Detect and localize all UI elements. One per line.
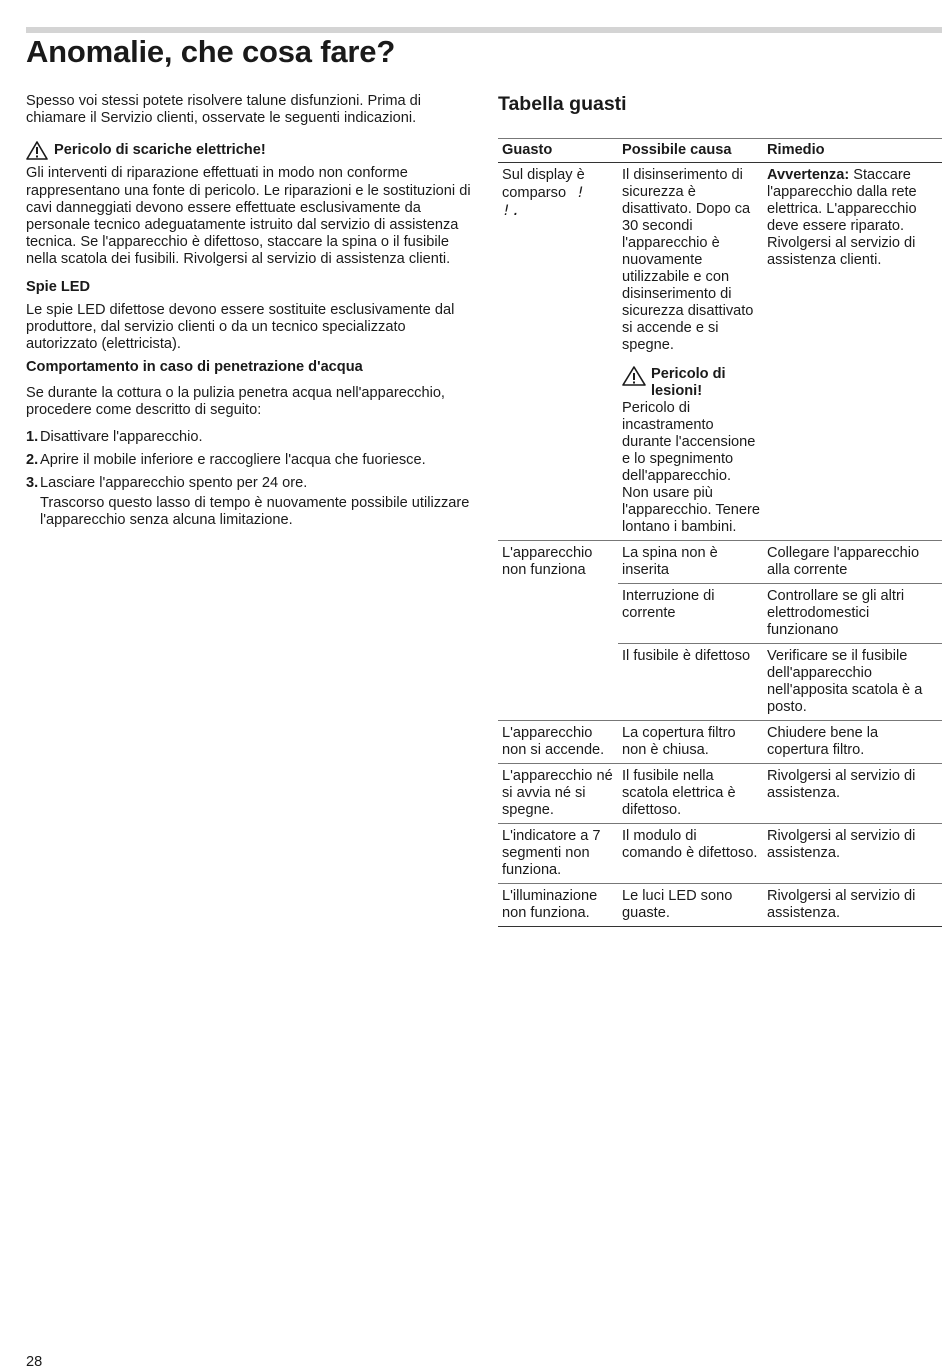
cause-cell: La spina non è inserita [618,541,763,584]
page-number: 28 [26,1354,43,1370]
water-text: Se durante la cottura o la pulizia penetra acqua nell'apparecchio, procedere come descritto di seguito: [26,384,445,418]
cause-text: Il disinserimento di sicurezza è disattivato. Dopo ca 30 secondi l'apparecchio è nuovamente utilizzabile e con disinserimento di sicurezza disattivato si accende e si spegne. [622,167,754,353]
step-number: 2. [26,452,39,469]
remedy-cell: Chiudere bene la copertura filtro. [763,721,942,764]
table-row [498,764,942,824]
cause-cell: Il fusibile è difettoso [618,644,763,721]
cause-cell: Interruzione di corrente [618,584,763,644]
step-number: 3. [26,475,39,492]
table-row [498,721,942,764]
table-row [498,163,942,541]
electric-warning-heading [26,141,474,160]
step-item [26,452,474,469]
electric-warning-title: Pericolo di scariche elettriche! [54,142,266,159]
step-text: Lasciare l'apparecchio spento per 24 ore. [40,475,308,492]
remedy-cell: Verificare se il fusibile dell'apparecchio nell'apposita scatola è a posto. [763,644,942,721]
fault-text: Sul display è comparso [502,167,585,201]
cause-cell: Le luci LED sono guaste. [618,884,763,927]
remedy-cell [763,163,942,541]
step-number: 1. [26,429,39,446]
remedy-note-label: Avvertenza: [767,167,850,183]
water-steps [26,429,474,493]
remedy-cell: Controllare se gli altri elettrodomestici funzionano [763,584,942,644]
remedy-cell: Rivolgersi al servizio di assistenza. [763,884,942,927]
cause-cell [618,163,763,541]
table-row [498,824,942,884]
step-continuation: Trascorso questo lasso di tempo è nuovamente possibile utilizzare l'apparecchio senza alcuna limitazione. [40,494,470,528]
table-row [498,541,942,584]
header-guasto: Guasto [498,139,618,163]
page-title: Anomalie, che cosa fare? [26,34,396,69]
fault-table [498,138,942,927]
cause-cell: Il fusibile nella scatola elettrica è difettoso. [618,764,763,824]
left-column [26,93,474,529]
header-rimedio: Rimedio [763,139,942,163]
fault-cell: L'apparecchio non si accende. [498,721,618,764]
step-item [26,475,474,492]
injury-warning-text: Pericolo di incastramento durante l'accensione e lo spegnimento dell'apparecchio. Non usare più l'apparecchio. Tenere lontano i bambini. [622,400,761,535]
injury-warning-heading [622,366,760,400]
injury-warning-title: Pericolo di lesioni! [651,366,726,399]
warning-triangle-icon [26,141,48,160]
step-item [26,429,474,446]
cause-cell: Il modulo di comando è difettoso. [618,824,763,884]
electric-warning-text: Gli interventi di riparazione effettuati in modo non conforme rappresentano una fonte di pericolo. Le riparazioni e le sostituzioni di cavi danneggiati devono essere effettuate esclusivamente da personale tecnico adeguatamente istruito dal servizio di assistenza tecnica. Se l'apparecchio è difettoso, staccare la spina o il fusibile nella scatola dei fusibili. Rivolgersi al servizio di assistenza clienti. [26,165,471,268]
top-rule [26,27,942,33]
right-column [498,93,942,927]
warning-triangle-icon [622,366,646,386]
cause-cell: La copertura filtro non è chiusa. [618,721,763,764]
led-heading: Spie LED [26,278,91,295]
water-heading: Comportamento in caso di penetrazione d'acqua [26,359,363,376]
remedy-cell: Rivolgersi al servizio di assistenza. [763,764,942,824]
step-text: Aprire il mobile inferiore e raccogliere l'acqua che fuoriesce. [40,452,426,469]
intro-paragraph: Spesso voi stessi potete risolvere talune disfunzioni. Prima di chiamare il Servizio clienti, osservate le seguenti indicazioni. [26,93,422,127]
fault-cell: L'illuminazione non funziona. [498,884,618,927]
table-header-row [498,139,942,163]
table-row [498,884,942,927]
step-text: Disattivare l'apparecchio. [40,429,203,446]
remedy-text: Staccare l'apparecchio dalla rete elettrica. L'apparecchio deve essere riparato. Rivolgersi al servizio di assistenza clienti. [767,167,917,268]
fault-cell [498,163,618,541]
remedy-cell: Collegare l'apparecchio alla corrente [763,541,942,584]
fault-cell: L'indicatore a 7 segmenti non funziona. [498,824,618,884]
fault-cell: L'apparecchio né si avvia né si spegne. [498,764,618,824]
fault-cell: L'apparecchio non funziona [498,541,618,721]
display-symbol: ! !. [502,184,586,219]
table-title: Tabella guasti [498,93,627,115]
header-causa: Possibile causa [618,139,763,163]
led-text: Le spie LED difettose devono essere sostituite esclusivamente dal produttore, dal servizio clienti o da un tecnico specializzato autorizzato (elettricista). [26,301,455,353]
remedy-cell: Rivolgersi al servizio di assistenza. [763,824,942,884]
